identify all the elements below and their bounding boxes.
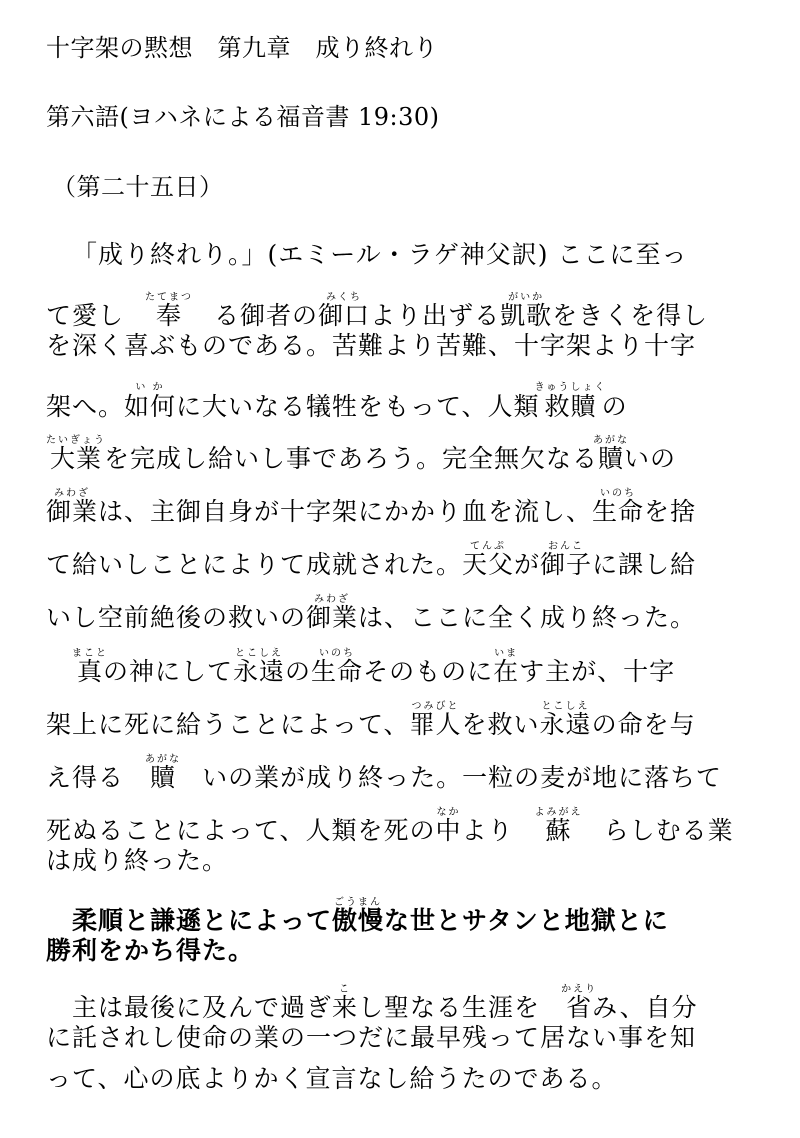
- paragraph-4-line-1: 主は最後に及んで過ぎ来こし聖なる生涯を 省かえりみ、自分: [72, 984, 698, 1022]
- paragraph-2-line-2: 架上に死に給うことによって、罪人つみびとを救い永遠とこしえの命を与: [46, 701, 696, 739]
- paragraph-4-line-3: って、心の底よりかく宣言なし給うたのである。: [46, 1064, 618, 1093]
- paragraph-2-line-1: 真まことの神にして永遠とこしえの生命いのちそのものに在います主が、十字: [72, 648, 676, 686]
- paragraph-4-line-2: に託されし使命の業の一つだに最早残って居ない事を知: [46, 1023, 697, 1052]
- paragraph-1-line-3: を深く喜ぶものである。苦難より苦難、十字架より十字: [46, 331, 697, 360]
- paragraph-1-line-2: て愛し 奉たてまつ る御者の御口みくちより出ずる凱歌がいかをきくを得し: [46, 292, 709, 330]
- paragraph-1-line-8: いし空前絶後の救いの御業みわざは、ここに全く成り終った。: [46, 594, 697, 632]
- paragraph-3-line-1: 柔順と謙遜とによって傲慢ごうまんな世とサタンと地獄とに: [72, 897, 669, 935]
- section-title: 第六語(ヨハネによる福音書 19:30): [46, 103, 440, 131]
- paragraph-1-line-1: 「成り終れり。」(エミール・ラゲ神父訳) ここに至っ: [72, 240, 688, 269]
- chapter-title: 十字架の黙想 第九章 成り終れり: [46, 34, 438, 62]
- paragraph-1-line-7: て給いしことによりて成就された。天父てんぷが御子おんこに課し給: [46, 541, 697, 579]
- paragraph-2-line-3: え得る 贖あがな いの業が成り終った。一粒の麦が地に落ちて: [46, 754, 722, 792]
- paragraph-1-line-6: 御業みわざは、主御自身が十字架にかかり血を流し、生命いのちを捨: [46, 488, 697, 526]
- paragraph-1-line-5: 大業たいぎょうを完成し給いし事であろう。完全無欠なる贖あがないの: [46, 435, 677, 473]
- paragraph-1-line-4: 架へ。如何い かに大いなる犠牲をもって、人類救贖きゅうしょくの: [46, 382, 628, 421]
- paragraph-3-line-2: 勝利をかち得た。: [46, 936, 255, 965]
- day-label: （第二十五日）: [52, 173, 224, 201]
- paragraph-2-line-5: は成り終った。: [46, 846, 229, 875]
- paragraph-2-line-4: 死ぬることによって、人類を死の中なかより 蘇よみがえ らしむる業: [46, 807, 734, 845]
